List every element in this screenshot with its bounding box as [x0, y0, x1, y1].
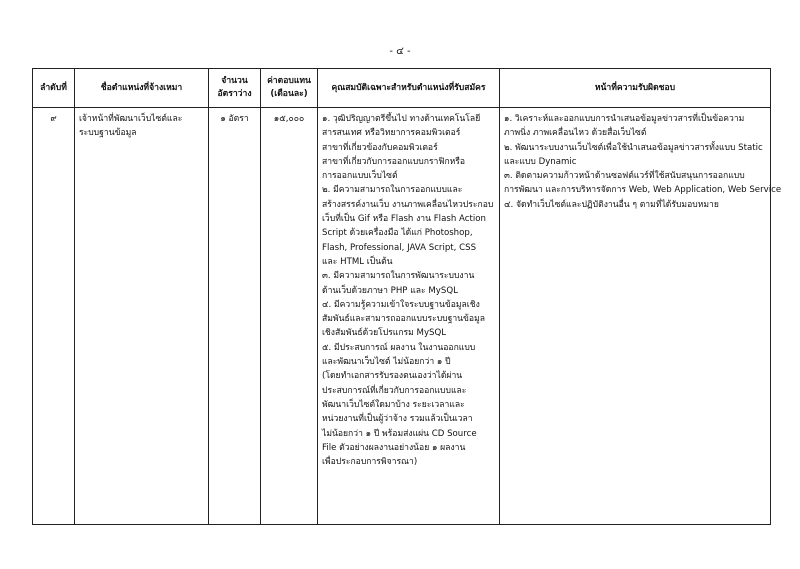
job-position-table	[32, 68, 782, 525]
qualification-line: พัฒนาเว็บไซต์ใดมาบ้าง ระยะเวลาและ	[322, 399, 465, 410]
header-seq: ลำดับที่	[33, 69, 75, 108]
qualification-line: และ HTML เป็นต้น	[322, 256, 393, 267]
qualification-line: ประสบการณ์ที่เกี่ยวกับการออกแบบและ	[322, 385, 467, 396]
header-count-line-1: จำนวน	[221, 76, 248, 86]
duty-line: และแบบ Dynamic	[504, 156, 577, 167]
duty-line: การพัฒนา และการบริหารจัดการ Web, Web Application, Web Service	[504, 185, 782, 196]
position-line: ระบบฐานข้อมูล	[79, 128, 137, 139]
cell-count: ๑ อัตรา	[209, 108, 261, 525]
qualification-line: สัมพันธ์และสามารถออกแบบระบบฐานข้อมูล	[322, 314, 486, 325]
duty-line: ๔. จัดทำเว็บไซต์และปฏิบัติงานอื่น ๆ ตามที่ได้รับมอบหมาย	[504, 199, 719, 210]
qualification-line: หน่วยงานที่เป็นผู้ว่าจ้าง รวมแล้วเป็นเวลา	[322, 414, 473, 425]
qualification-line: ๑. วุฒิปริญญาตรีขึ้นไป ทางด้านเทคโนโลยี	[322, 114, 481, 124]
header-pay-line-2: (เดือนละ)	[270, 89, 308, 99]
qualification-line: (โดยทำเอกสารรับรองตนเองว่าได้ผ่าน	[322, 371, 463, 382]
header-position: ชื่อตำแหน่งที่จ้างเหมา	[75, 69, 209, 108]
table-header-row	[33, 69, 771, 108]
cell-qualifications	[318, 108, 500, 525]
page-number: - ๔ -	[389, 46, 411, 57]
qualification-line: สารสนเทศ หรือวิทยาการคอมพิวเตอร์	[322, 128, 461, 139]
qualification-line: เว็บที่เป็น Gif หรือ Flash งาน Flash Action	[322, 214, 486, 225]
qualification-line: Flash, Professional, JAVA Script, CSS	[322, 242, 477, 253]
header-qualifications: คุณสมบัติเฉพาะสำหรับตำแหน่งที่รับสมัคร	[318, 69, 500, 108]
header-pay	[261, 69, 318, 108]
header-count	[209, 69, 261, 108]
qualification-line: ๒. มีความสามารถในการออกแบบและ	[322, 185, 463, 196]
header-count-line-2: อัตราว่าง	[217, 89, 252, 99]
qualification-line: เพื่อประกอบการพิจารณา)	[322, 457, 418, 468]
qualification-line: File ตัวอย่างผลงานอย่างน้อย ๑ ผลงาน	[322, 442, 466, 453]
position-line: เจ้าหน้าที่พัฒนาเว็บไซต์และ	[79, 114, 183, 124]
qualification-line: และพัฒนาเว็บไซต์ ไม่น้อยกว่า ๑ ปี	[322, 357, 451, 368]
qualification-line: สาขาที่เกี่ยวข้องกับคอมพิวเตอร์	[322, 142, 438, 153]
header-pay-line-1: ค่าตอบแทน	[267, 76, 311, 86]
cell-duties	[500, 108, 782, 525]
table-row	[33, 108, 771, 525]
qualification-line: การออกแบบเว็บไซต์	[322, 171, 398, 182]
qualification-line: Script ด้วยเครื่องมือ ได้แก่ Photoshop,	[322, 228, 473, 239]
qualification-line: ๔. มีความรู้ความเข้าใจระบบฐานข้อมูลเชิง	[322, 299, 480, 310]
qualification-line: ๕. มีประสบการณ์ ผลงาน ในงานออกแบบ	[322, 342, 476, 353]
qualification-line: ๓. มีความสามารถในการพัฒนาระบบงาน	[322, 271, 475, 282]
qualification-line: เชิงสัมพันธ์ด้วยโปรแกรม MySQL	[322, 328, 447, 339]
duty-line: ๓. ติดตามความก้าวหน้าด้านซอฟต์แวร์ที่ใช้สนับสนุนการออกแบบ	[504, 171, 745, 182]
qualification-line: ไม่น้อยกว่า ๑ ปี พร้อมส่งแผ่น CD Source	[322, 428, 477, 439]
qualification-line: สร้างสรรค์งานเว็บ งานภาพเคลื่อนไหวประกอบ	[322, 199, 494, 210]
header-duties: หน้าที่ความรับผิดชอบ	[500, 69, 771, 108]
duty-line: ภาพนิ่ง ภาพเคลื่อนไหว ด้วยสื่อเว็บไซต์	[504, 128, 647, 139]
qualification-line: ด้านเว็บด้วยภาษา PHP และ MySQL	[322, 285, 458, 296]
cell-position	[75, 108, 209, 525]
duty-line: ๑. วิเคราะห์และออกแบบการนำเสนอข้อมูลข่าวสารที่เป็นข้อความ	[504, 114, 745, 124]
cell-pay: ๑๕,๐๐๐	[261, 108, 318, 525]
duty-line: ๒. พัฒนาระบบงานเว็บไซต์เพื่อใช้นำเสนอข้อมูลข่าวสารทั้งแบบ Static	[504, 142, 763, 153]
cell-seq: ๙	[33, 108, 75, 525]
qualification-line: สาขาที่เกี่ยวกับการออกแบบกราฟิกหรือ	[322, 156, 466, 167]
